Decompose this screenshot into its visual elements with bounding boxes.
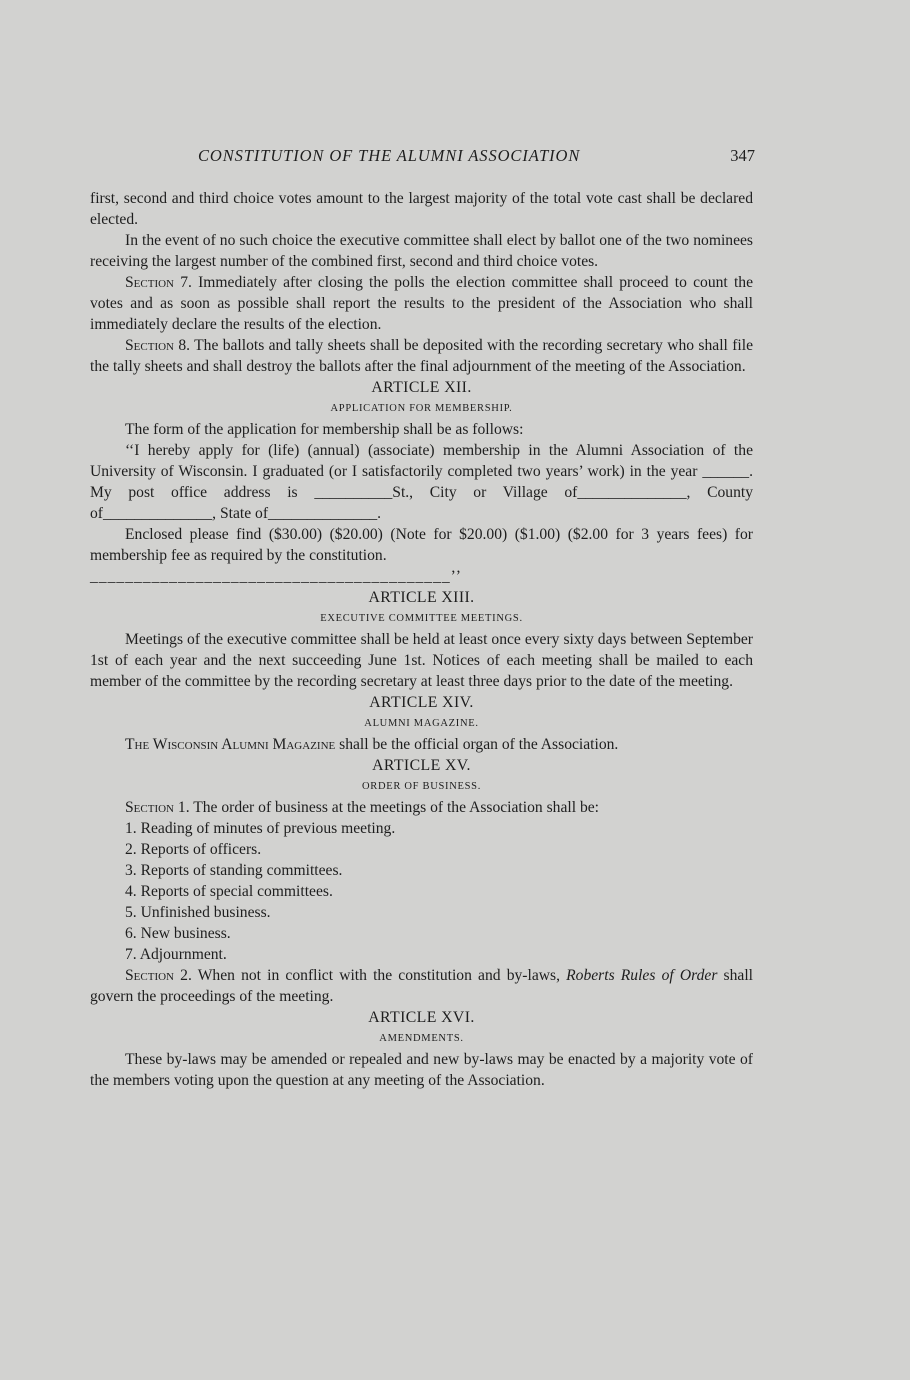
list-item: 2. Reports of officers. <box>125 841 262 858</box>
section-8-paragraph <box>90 335 753 377</box>
paragraph: Meetings of the executive committee shall be held at least once every sixty days between September 1st of each year and the next succeeding June 1st. Notices of each meeting shall be mailed to each member of the committee by the recording secretary at least three days prior to the date of the meeting. <box>90 631 753 690</box>
section-text: When not in conflict with the constitution and by-laws, <box>191 967 567 984</box>
running-title: CONSTITUTION OF THE ALUMNI ASSOCIATION <box>198 146 581 165</box>
article-13-subheading: EXECUTIVE COMMITTEE MEETINGS. <box>320 613 523 624</box>
paragraph-text: shall be the official organ of the Association. <box>335 736 619 753</box>
paragraph: These by-laws may be amended or repealed and new by-laws may be enacted by a majority vote of the members voting upon the question at any meeting of the Association. <box>90 1051 753 1089</box>
book-title: Roberts Rules of Order <box>566 967 718 984</box>
section-label: Section 1. <box>125 799 190 816</box>
order-of-business-list <box>90 818 753 965</box>
section-7-paragraph <box>90 272 753 335</box>
list-item: 7. Adjournment. <box>125 946 227 963</box>
magazine-name: The Wisconsin Alumni Magazine <box>125 736 336 753</box>
list-item: 1. Reading of minutes of previous meeting. <box>125 820 396 837</box>
article-16-heading: ARTICLE XVI. <box>368 1009 475 1026</box>
section-1-paragraph <box>90 797 753 818</box>
paragraph: In the event of no such choice the executive committee shall elect by ballot one of the two nominees receiving the largest number of the combined first, second and third choice votes. <box>90 232 753 270</box>
article-12-subheading: APPLICATION FOR MEMBERSHIP. <box>330 403 513 414</box>
section-label: Section 2. <box>125 967 192 984</box>
article-14-heading: ARTICLE XIV. <box>369 694 474 711</box>
signature-line: _________________________________________’’ <box>90 568 462 585</box>
running-head <box>90 146 755 170</box>
list-item: 3. Reports of standing committees. <box>125 862 343 879</box>
body-text <box>90 188 753 1091</box>
page-number: 347 <box>730 146 755 165</box>
list-item: 5. Unfinished business. <box>125 904 271 921</box>
section-text: The ballots and tally sheets shall be deposited with the recording secretary who shall file the tally sheets and shall destroy the ballots after the final adjournment of the meeting of the Association. <box>90 337 753 375</box>
article-16-subheading: AMENDMENTS. <box>379 1033 464 1044</box>
article-14-subheading: ALUMNI MAGAZINE. <box>364 718 479 729</box>
paragraph: Enclosed please find ($30.00) ($20.00) (Note for $20.00) ($1.00) ($2.00 for 3 years fees) for membership fee as required by the constitution. <box>90 526 753 564</box>
magazine-paragraph <box>90 734 753 755</box>
list-item: 4. Reports of special committees. <box>125 883 333 900</box>
section-text-end: shall govern the proceedings of the meeting. <box>90 967 753 1005</box>
article-15-heading: ARTICLE XV. <box>372 757 471 774</box>
article-13-heading: ARTICLE XIII. <box>368 589 475 606</box>
paragraph: The form of the application for membership shall be as follows: <box>125 421 524 438</box>
list-item: 6. New business. <box>125 925 231 942</box>
article-15-subheading: ORDER OF BUSINESS. <box>361 781 482 792</box>
article-12-heading: ARTICLE XII. <box>371 379 472 396</box>
section-2-paragraph <box>90 965 753 1007</box>
paragraph: first, second and third choice votes amount to the largest majority of the total vote cast shall be declared elected. <box>90 190 753 228</box>
section-label: Section 8. <box>125 337 191 354</box>
section-label: Section 7. <box>125 274 192 291</box>
section-text: The order of business at the meetings of the Association shall be: <box>189 799 599 816</box>
application-form-text: ‘‘I hereby apply for (life) (annual) (associate) membership in the Alumni Association of the University of Wisconsin. I graduated (or I satisfactorily completed two years’ work) in the year ______. My post office address is __________St., City or Village of______________, County of______________, State of______________. <box>90 442 753 522</box>
section-text: Immediately after closing the polls the election committee shall proceed to count the votes and as soon as possible shall report the results to the president of the Association who shall immediately declare the results of the election. <box>90 274 753 333</box>
